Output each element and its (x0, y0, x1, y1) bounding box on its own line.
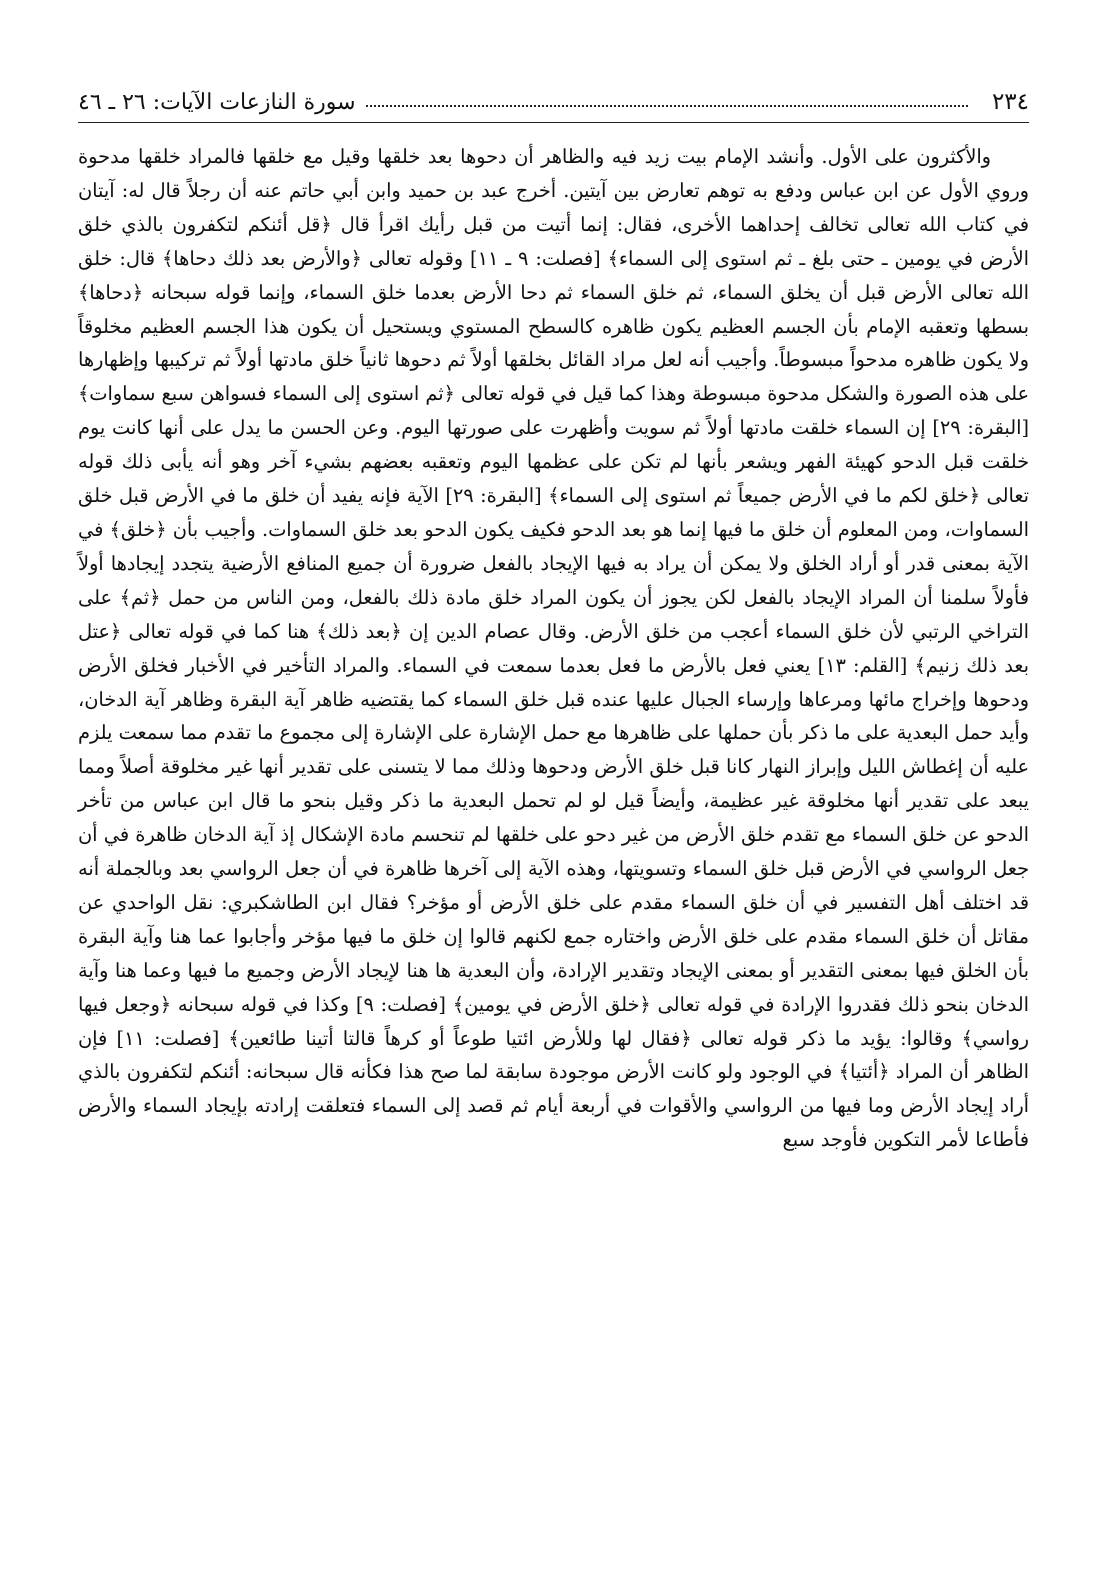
running-header (78, 82, 1029, 123)
body-text (78, 140, 1029, 1157)
header-dot-leader (366, 105, 968, 107)
paragraph: والأكثرون على الأول. وأنشد الإمام بيت زيد فيه والظاهر أن دحوها بعد خلقها وقيل مع خلقها فالمراد خلقها مدحوة وروي الأول عن ابن عباس ودفع به توهم تعارض بين آيتين. أخرج عبد بن حميد وابن أبي حاتم عنه أن رجلاً قال له: آيتان في كتاب الله تعالى تخالف إحداهما الأخرى، فقال: إنما أتيت من قبل رأيك اقرأ قال ﴿قل أئنكم لتكفرون بالذي خلق الأرض في يومين ـ حتى بلغ ـ ثم استوى إلى السماء﴾ [فصلت: ٩ ـ ١١] وقوله تعالى ﴿والأرض بعد ذلك دحاها﴾ قال: خلق الله تعالى الأرض قبل أن يخلق السماء، ثم خلق السماء ثم دحا الأرض بعدما خلق السماء، وإنما قوله سبحانه ﴿دحاها﴾ بسطها وتعقبه الإمام بأن الجسم العظيم يكون ظاهره كالسطح المستوي ويستحيل أن يكون هذا الجسم العظيم مخلوقاً ولا يكون ظاهره مدحواً مبسوطاً. وأجيب أنه لعل مراد القائل بخلقها أولاً ثم دحوها ثانياً خلق مادتها أولاً ثم تركيبها وإظهارها على هذه الصورة والشكل مدحوة مبسوطة وهذا كما قيل في قوله تعالى ﴿ثم استوى إلى السماء فسواهن سبع سماوات﴾ [البقرة: ٢٩] إن السماء خلقت مادتها أولاً ثم سويت وأظهرت على صورتها اليوم. وعن الحسن ما يدل على أنها كانت يوم خلقت قبل الدحو كهيئة الفهر ويشعر بأنها لم تكن على عظمها اليوم وتعقبه بعضهم بشيء آخر وهو أنه يأبى ذلك قوله تعالى ﴿خلق لكم ما في الأرض جميعاً ثم استوى إلى السماء﴾ [البقرة: ٢٩] الآية فإنه يفيد أن خلق ما في الأرض قبل خلق السماوات، ومن المعلوم أن خلق ما فيها إنما هو بعد الدحو فكيف يكون الدحو بعد خلق السماوات. وأجيب بأن ﴿خلق﴾ في الآية بمعنى قدر أو أراد الخلق ولا يمكن أن يراد به فيها الإيجاد بالفعل ضرورة أن جميع المنافع الأرضية يتجدد إيجادها أولاً فأولاً سلمنا أن المراد الإيجاد بالفعل لكن يجوز أن يكون المراد خلق مادة ذلك بالفعل، ومن الناس من حمل ﴿ثم﴾ على التراخي الرتبي لأن خلق السماء أعجب من خلق الأرض. وقال عصام الدين إن ﴿بعد ذلك﴾ هنا كما في قوله تعالى ﴿عتل بعد ذلك زنيم﴾ [القلم: ١٣] يعني فعل بالأرض ما فعل بعدما سمعت في السماء. والمراد التأخير في الأخبار فخلق الأرض ودحوها وإخراج مائها ومرعاها وإرساء الجبال عليها عنده قبل خلق السماء كما يقتضيه ظاهر آية البقرة وظاهر آية الدخان، وأيد حمل البعدية على ما ذكر بأن حملها على ظاهرها مع حمل الإشارة على الإشارة إلى مجموع ما تقدم مما سمعت يلزم عليه أن إغطاش الليل وإبراز النهار كانا قبل خلق الأرض ودحوها وذلك مما لا يتسنى على تقدير أنها غير مخلوقة أصلاً ومما يبعد على تقدير أنها مخلوقة غير عظيمة، وأيضاً قيل لو لم تحمل البعدية ما ذكر وقيل بنحو ما قال ابن عباس من تأخر الدحو عن خلق السماء مع تقدم خلق الأرض من غير دحو على خلقها لم تنحسم مادة الإشكال إذ آية الدخان ظاهرة في أن جعل الرواسي في الأرض قبل خلق السماء وتسويتها، وهذه الآية إلى آخرها ظاهرة في أن جعل الرواسي بعد وبالجملة أنه قد اختلف أهل التفسير في أن خلق السماء مقدم على خلق الأرض أو مؤخر؟ فقال ابن الطاشكبري: نقل الواحدي عن مقاتل أن خلق السماء مقدم على خلق الأرض واختاره جمع لكنهم قالوا إن خلق ما فيها مؤخر وأجابوا عما هنا وآية البقرة بأن الخلق فيها بمعنى التقدير أو بمعنى الإيجاد وتقدير الإرادة، وأن البعدية ها هنا لإيجاد الأرض وجميع ما فيها وعما هنا وآية الدخان بنحو ذلك فقدروا الإرادة في قوله تعالى ﴿خلق الأرض في يومين﴾ [فصلت: ٩] وكذا في قوله سبحانه ﴿وجعل فيها رواسي﴾ وقالوا: يؤيد ما ذكر قوله تعالى ﴿فقال لها وللأرض ائتيا طوعاً أو كرهاً قالتا أتينا طائعين﴾ [فصلت: ١١] فإن الظاهر أن المراد ﴿أئتيا﴾ في الوجود ولو كانت الأرض موجودة سابقة لما صح هذا فكأنه قال سبحانه: أئنكم لتكفرون بالذي أراد إيجاد الأرض وما فيها من الرواسي والأقوات في أربعة أيام ثم قصد إلى السماء فتعلقت إرادته بإيجاد السماء والأرض فأطاعا لأمر التكوين فأوجد سبع (78, 145, 1029, 1152)
page-number: ٢٣٤ (991, 89, 1029, 115)
header-title: سورة النازعات الآيات: ٢٦ ـ ٤٦ (78, 89, 356, 115)
